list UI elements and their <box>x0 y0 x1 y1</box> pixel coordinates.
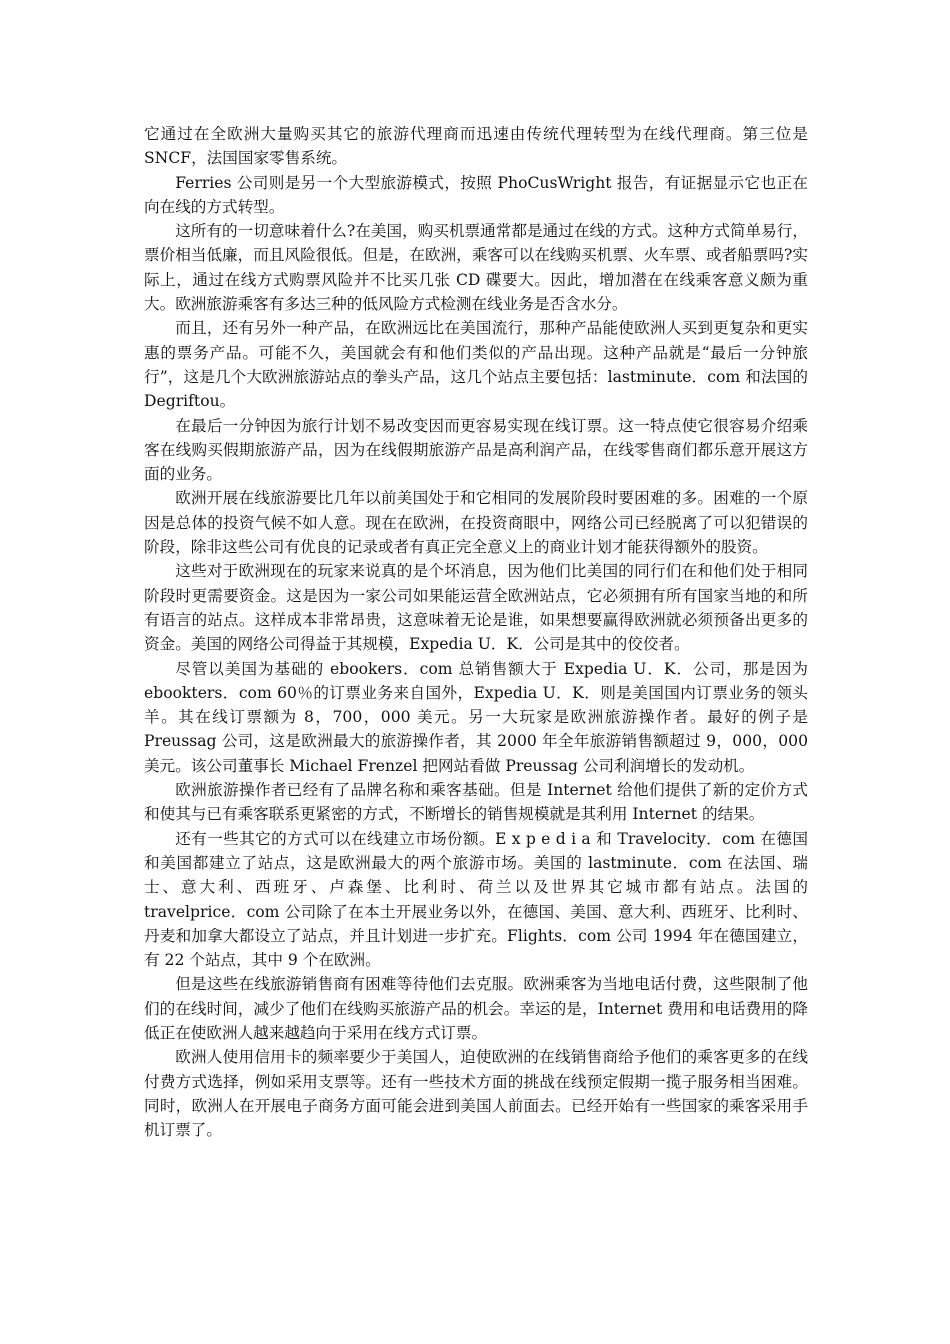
paragraph-6: 欧洲开展在线旅游要比几年以前美国处于和它相同的发展阶段时要困难的多。困难的一个原因是总体的投资气候不如人意。现在在欧洲，在投资商眼中，网络公司已经脱离了可以犯错误的阶段，除非这些公司有优良的记录或者有真正完全意义上的商业计划才能获得额外的股资。 <box>144 489 808 557</box>
paragraph-2: Ferries 公司则是另一个大型旅游模式，按照 PhoCusWright 报告，有证据显示它也正在向在线的方式转型。 <box>144 173 808 216</box>
paragraph-10: 还有一些其它的方式可以在线建立市场份额。E x p e d i a 和 Travelocity．com 在德国和美国都建立了站点，这是欧洲最大的两个旅游市场。美国的 lastminute．com 在法国、瑞士、意大利、西班牙、卢森堡、比利时、荷兰以及世界其它城市都有站点。法国的 travelprice．com 公司除了在本土开展业务以外，在德国、美国、意大利、西班牙、比利时、丹麦和加拿大都设立了站点，并且计划进一步扩充。Flights．com 公司 1994 年在德国建立，有 22 个站点，其中 9 个在欧洲。 <box>144 829 808 970</box>
paragraph-12: 欧洲人使用信用卡的频率要少于美国人，迫使欧洲的在线销售商给予他们的乘客更多的在线付费方式选择，例如采用支票等。还有一些技术方面的挑战在线预定假期一揽子服务相当困难。同时，欧洲人在开展电子商务方面可能会进到美国人前面去。已经开始有一些国家的乘客采用手机订票了。 <box>144 1048 808 1140</box>
paragraph-7: 这些对于欧洲现在的玩家来说真的是个坏消息，因为他们比美国的同行们在和他们处于相同阶段时更需要资金。这是因为一家公司如果能运营全欧洲站点，它必须拥有所有国家当地的和所有语言的站点。这样成本非常昂贵，这意味着无论是谁，如果想要赢得欧洲就必须预备出更多的资金。美国的网络公司得益于其规模，Expedia U．K．公司是其中的佼佼者。 <box>144 562 808 654</box>
paragraph-3: 这所有的一切意味着什么?在美国，购买机票通常都是通过在线的方式。这种方式简单易行，票价相当低廉，而且风险很低。但是，在欧洲，乘客可以在线购买机票、火车票、或者船票吗?实际上，通过在线方式购票风险并不比买几张 CD 碟要大。因此，增加潜在在线乘客意义颇为重大。欧洲旅游乘客有多达三种的低风险方式检测在线业务是否含水分。 <box>144 222 808 314</box>
paragraph-5: 在最后一分钟因为旅行计划不易改变因而更容易实现在线订票。这一特点使它很容易介绍乘客在线购买假期旅游产品，因为在线假期旅游产品是高利润产品，在线零售商们都乐意开展这方面的业务。 <box>144 416 808 484</box>
paragraph-4: 而且，还有另外一种产品，在欧洲远比在美国流行，那种产品能使欧洲人买到更复杂和更实惠的票务产品。可能不久，美国就会有和他们类似的产品出现。这种产品就是“最后一分钟旅行”，这是几个大欧洲旅游站点的拳头产品，这几个站点主要包括：lastminute．com 和法国的 Degriftou。 <box>144 319 808 411</box>
paragraph-9: 欧洲旅游操作者已经有了品牌名称和乘客基础。但是 Internet 给他们提供了新的定价方式和使其与已有乘客联系更紧密的方式，不断增长的销售规模就是其利用 Internet 的结果。 <box>144 781 808 824</box>
document-body <box>144 122 808 1142</box>
paragraph-1: 它通过在全欧洲大量购买其它的旅游代理商而迅速由传统代理转型为在线代理商。第三位是 SNCF，法国国家零售系统。 <box>144 125 808 168</box>
paragraph-8: 尽管以美国为基础的 ebookers．com 总销售额大于 Expedia U．K．公司，那是因为 ebookters．com 60％的订票业务来自国外，Expedia U．K．则是美国国内订票业务的领头羊。其在线订票额为 8，700，000 美元。另一大玩家是欧洲旅游操作者。最好的例子是 Preussag 公司，这是欧洲最大的旅游操作者，其 2000 年全年旅游销售额超过 9，000，000 美元。该公司董事长 Michael Frenzel 把网站看做 Preussag 公司利润增长的发动机。 <box>144 659 808 775</box>
paragraph-11: 但是这些在线旅游销售商有困难等待他们去克服。欧洲乘客为当地电话付费，这些限制了他们的在线时间，减少了他们在线购买旅游产品的机会。幸运的是，Internet 费用和电话费用的降低正在使欧洲人越来越趋向于采用在线方式订票。 <box>144 975 808 1042</box>
